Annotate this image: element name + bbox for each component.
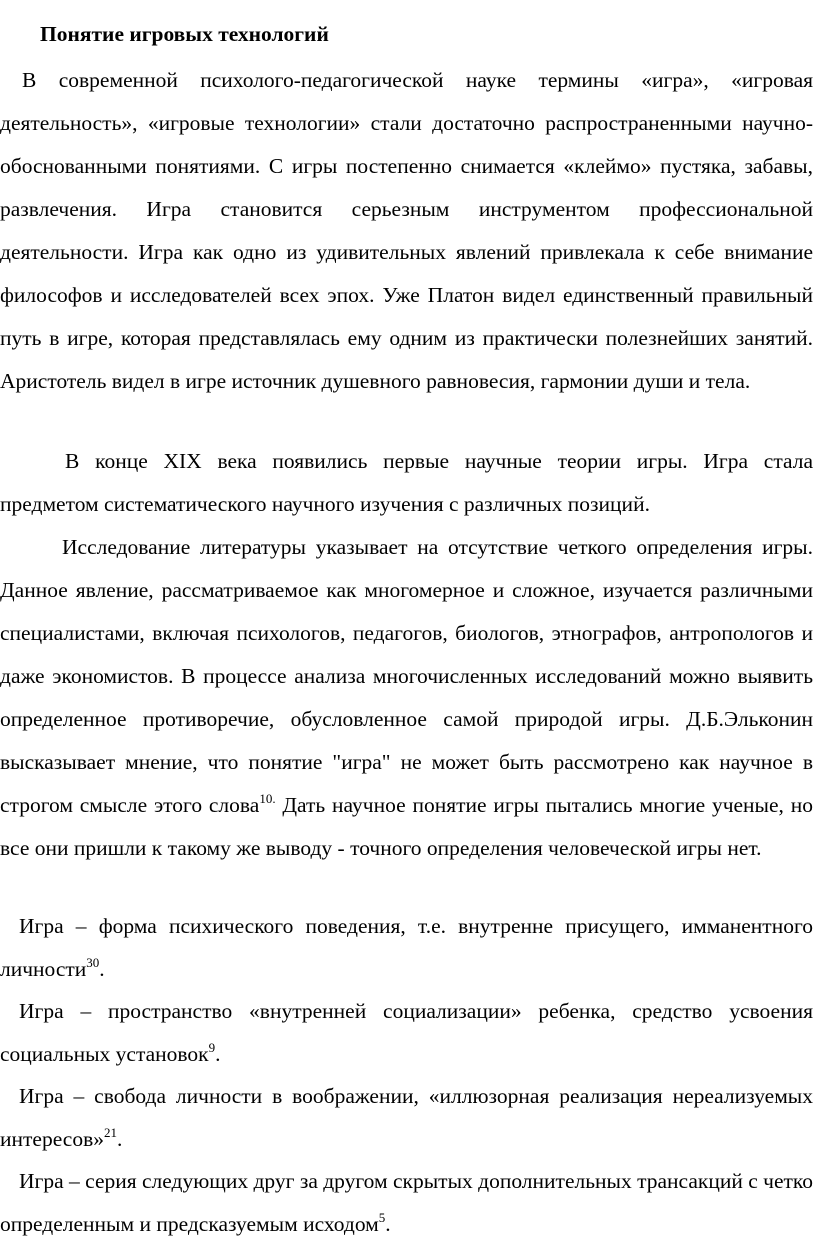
definition-text: Игра – форма психического поведения, т.е. внутренне присущего, имманентного личности xyxy=(0,914,813,981)
definition-text: Игра – серия следующих друг за другом скрытых дополнительных трансакций с четко определенным и предсказуемым исходом xyxy=(0,1169,814,1236)
footnote-ref: 9 xyxy=(208,1040,216,1055)
paragraph-literature-text-after: Дать научное понятие игры пытались многие ученые, но все они пришли к такому же выводу - точного определения человеческой игры нет. xyxy=(0,793,813,860)
paragraph-xix-century-text: В конце XIX века появились первые научные теории игры. Игра стала предметом систематического научного изучения с различных позиций. xyxy=(0,449,813,516)
definition-item xyxy=(0,1160,813,1246)
definition-item xyxy=(0,905,813,991)
definition-item xyxy=(0,990,813,1076)
definition-text: Игра – свобода личности в воображении, «иллюзорная реализация нереализуемых интересов» xyxy=(0,1084,813,1151)
definition-end: . xyxy=(116,1127,123,1151)
document-title: Понятие игровых технологий xyxy=(40,22,329,46)
footnote-ref: 10. xyxy=(259,791,276,806)
paragraph-literature-research xyxy=(0,526,813,870)
definition-end: . xyxy=(385,1212,391,1236)
footnote-ref: 21 xyxy=(103,1125,117,1140)
definition-end: . xyxy=(215,1042,221,1066)
definition-item xyxy=(0,1075,813,1161)
footnote-ref: 30 xyxy=(86,955,100,970)
paragraph-xix-century xyxy=(0,440,813,526)
definition-end: . xyxy=(99,957,105,981)
paragraph-literature-text-before: Исследование литературы указывает на отсутствие четкого определения игры. Данное явление, рассматриваемое как многомерное и сложное, изучается различными специалистами, включая психологов, педагогов, биологов, этнографов, антропологов и даже экономистов. В процессе анализа многочисленных исследований можно выявить определенное противоречие, обусловленное самой природой игры. Д.Б.Эльконин высказывает мнение, что понятие "игра" не может быть рассмотрено как научное в строгом смысле этого слова xyxy=(0,535,813,817)
paragraph-intro xyxy=(0,59,813,403)
footnote-ref: 5 xyxy=(378,1210,386,1225)
paragraph-intro-text: В современной психолого-педагогической науке термины «игра», «игровая деятельность», «игровые технологии» стали достаточно распространенными научно-обоснованными понятиями. С игры постепенно снимается «клеймо» пустяка, забавы, развлечения. Игра становится серьезным инструментом профессиональной деятельности. Игра как одно из удивительных явлений привлекала к себе внимание философов и исследователей всех эпох. Уже Платон видел единственный правильный путь в игре, которая представлялась ему одним из практически полезнейших занятий. Аристотель видел в игре источник душевного равновесия, гармонии души и тела. xyxy=(0,68,813,393)
definition-text: Игра – пространство «внутренней социализации» ребенка, средство усвоения социальных установок xyxy=(0,999,813,1066)
